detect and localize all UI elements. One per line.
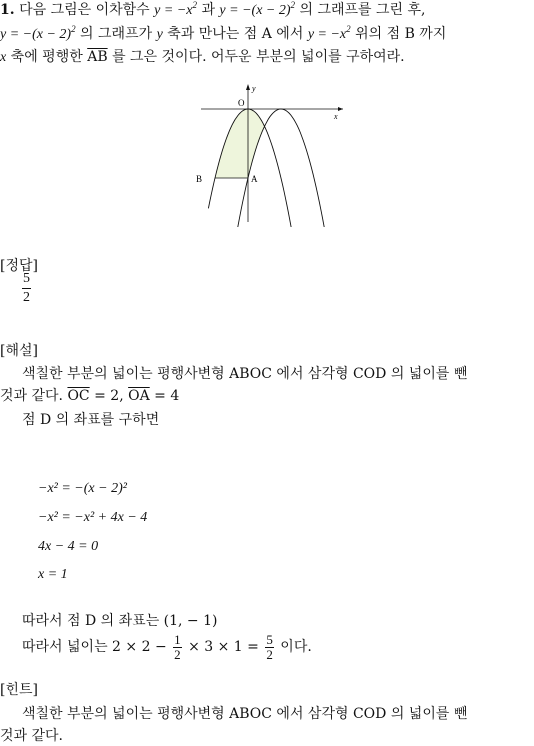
area-expression: 따라서 넓이는 2 × 2 − bbox=[22, 639, 167, 655]
x-axis-arrow bbox=[338, 107, 343, 111]
segment-ab: $\overline{AB}$ bbox=[87, 49, 108, 65]
problem-number: 1. bbox=[0, 2, 15, 18]
problem-text-2a: 의 그래프가 bbox=[80, 26, 153, 42]
answer-fraction bbox=[20, 270, 33, 307]
explanation-line-3: 점 D 의 좌표를 구하면 bbox=[22, 412, 160, 428]
problem-line-3 bbox=[0, 47, 405, 68]
answer-numerator: 5 bbox=[23, 271, 30, 286]
point-b-label: B bbox=[196, 174, 203, 184]
x-var: x bbox=[0, 50, 7, 65]
y-axis-arrow bbox=[246, 84, 250, 90]
problem-text-2c: 위의 점 B 까지 bbox=[355, 26, 447, 42]
segment-oc: $\overline{OC}$ bbox=[67, 388, 90, 404]
explanation-line-5 bbox=[22, 632, 312, 662]
equation-shifted: $y = -(x - 2)^2$ bbox=[0, 24, 76, 42]
problem-line-2 bbox=[0, 24, 446, 45]
y-var: y bbox=[156, 27, 163, 42]
problem-text-1-tail: 의 그래프를 그린 후, bbox=[299, 2, 426, 18]
equation-step-4: x = 1 bbox=[38, 567, 68, 582]
y-axis-label: y bbox=[252, 84, 256, 93]
area-expression-tail: 이다. bbox=[280, 639, 312, 655]
hint-line-1: 색칠한 부분의 넓이는 평행사변형 ABOC 에서 삼각형 COD 의 넓이를 뺀 bbox=[22, 706, 468, 722]
answer-denominator: 2 bbox=[23, 290, 30, 305]
problem-text-3b: 를 그은 것이다. 어두운 부분의 넓이를 구하여라. bbox=[112, 49, 405, 65]
origin-label: O bbox=[238, 98, 245, 108]
fraction-1-numerator: 1 bbox=[174, 631, 181, 647]
hint-line-2: 것과 같다. bbox=[0, 728, 63, 744]
problem-text-2b: 축과 만나는 점 A 에서 bbox=[167, 26, 304, 42]
answer-header: [정답] bbox=[0, 258, 38, 274]
explanation-header: [해설] bbox=[0, 343, 38, 359]
equation-step-2: −x² = −x² + 4x − 4 bbox=[38, 510, 148, 525]
problem-text-1: 다음 그림은 이차함수 bbox=[19, 2, 150, 18]
problem-line-1 bbox=[0, 0, 425, 21]
hint-header: [힌트] bbox=[0, 682, 38, 698]
fraction-2-numerator: 5 bbox=[266, 631, 273, 647]
problem-text-3a: 축에 평행한 bbox=[10, 49, 83, 65]
fraction-2-denominator: 2 bbox=[266, 646, 273, 662]
problem-and: 과 bbox=[201, 2, 215, 18]
x-axis-label: x bbox=[334, 112, 338, 121]
explanation-line-4: 따라서 점 D 의 좌표는 (1, − 1) bbox=[22, 613, 218, 629]
area-expression-mid: × 3 × 1 = bbox=[188, 639, 259, 655]
fraction-1-denominator: 2 bbox=[174, 646, 181, 662]
segment-oa: $\overline{OA}$ bbox=[128, 388, 150, 404]
explanation-text: 것과 같다. bbox=[0, 388, 63, 404]
shaded-region bbox=[215, 109, 265, 178]
explanation-line-2 bbox=[0, 386, 179, 406]
point-a-label: A bbox=[251, 174, 258, 184]
equation-step-1: −x² = −(x − 2)² bbox=[38, 481, 127, 496]
equation-y-neg-x-minus-2: $y = -(x - 2)^2$ bbox=[219, 0, 296, 18]
equation-neg-x2: $y = -x^2$ bbox=[307, 24, 351, 42]
equation-y-neg-x2: $y = -x^2$ bbox=[154, 0, 197, 18]
oa-value: = 4 bbox=[154, 388, 180, 404]
explanation-line-1: 색칠한 부분의 넓이는 평행사변형 ABOC 에서 삼각형 COD 의 넓이를 뺀 bbox=[22, 366, 468, 382]
oc-value: = 2, bbox=[94, 388, 124, 404]
equation-step-3: 4x − 4 = 0 bbox=[38, 539, 99, 554]
parabola-graph bbox=[193, 82, 348, 227]
